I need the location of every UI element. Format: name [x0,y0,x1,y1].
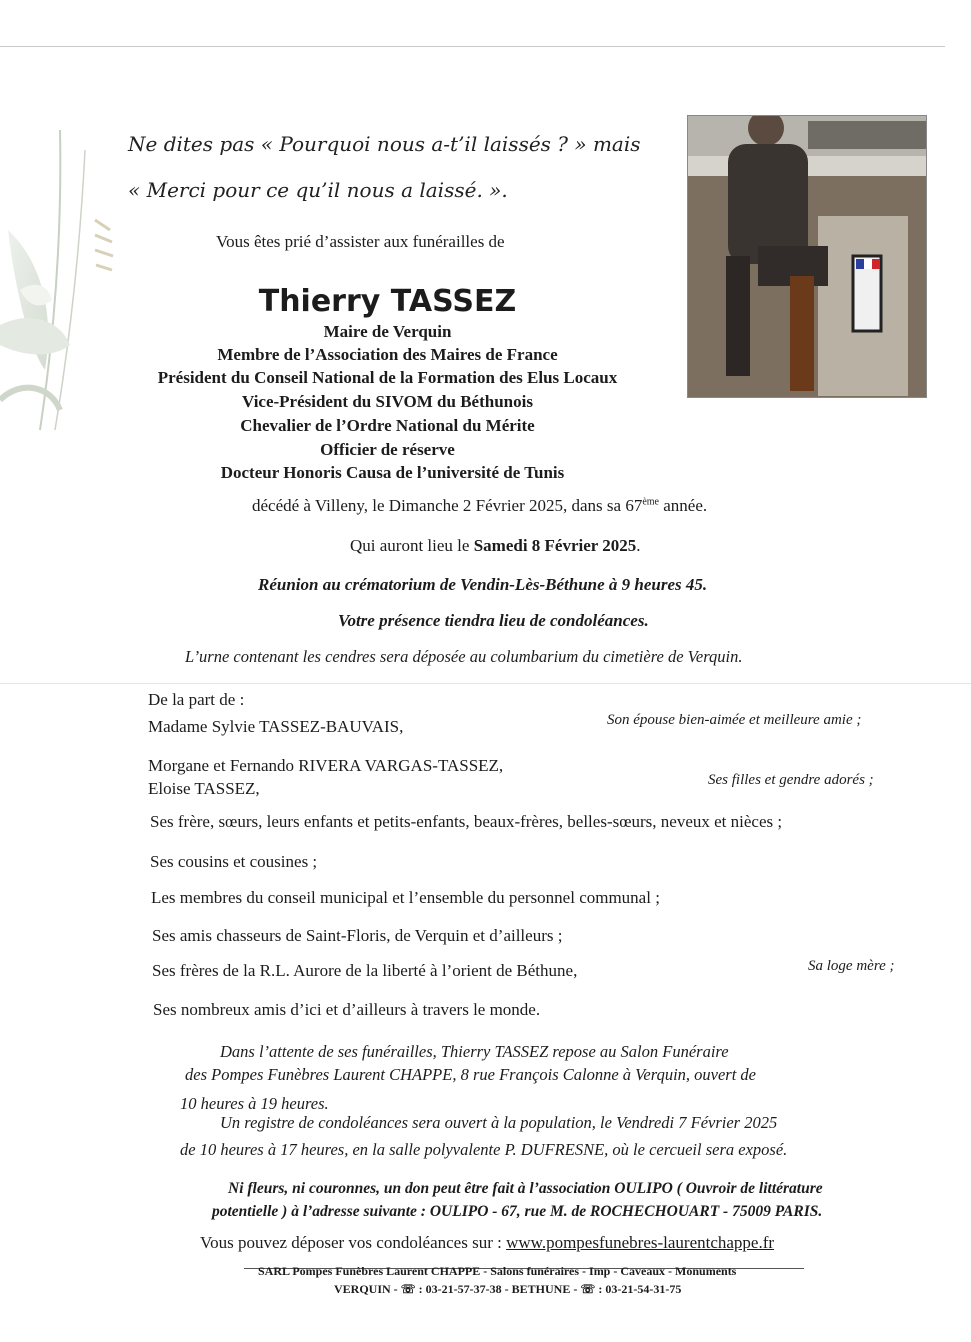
condolences-prefix: Vous pouvez déposer vos condoléances sur : [200,1233,507,1252]
family-relation-8: Sa loge mère ; [808,958,895,974]
family-relation-1: Son épouse bien-aimée et meilleure amie ; [607,712,862,728]
footer-line-1: SARL Pompes Funèbres Laurent CHAPPE - Salons funéraires - Imp - Caveaux - Monuments [258,1264,737,1278]
title-7: Docteur Honoris Causa de l’université de Tunis [220,463,565,482]
death-suffix: année. [658,496,708,515]
lily-ornament [0,110,130,440]
condolences-line [200,1233,774,1253]
flowers-line-1: Ni fleurs, ni couronnes, un don peut être fait à l’association OULIPO ( Ouvroir de littérature [228,1180,823,1197]
family-name-3: Eloise TASSEZ, [148,779,260,798]
footer-line-2: VERQUIN - ☏ : 03-21-57-37-38 - BETHUNE - ☏ : 03-21-54-31-75 [334,1282,682,1296]
title-1: Maire de Verquin [323,322,452,341]
family-name-2: Morgane et Fernando RIVERA VARGAS-TASSEZ, [148,756,504,775]
notice-line-5: de 10 heures à 17 heures, en la salle polyvalente P. DUFRESNE, où le cercueil sera exposé. [180,1140,788,1159]
notice-line-4: Un registre de condoléances sera ouvert à la population, le Vendredi 7 Février 2025 [220,1113,778,1132]
title-4: Vice-Président du SIVOM du Béthunois [242,392,533,411]
top-divider [0,46,945,47]
from-label: De la part de : [148,690,245,709]
quote-line-2: « Merci pour ce qu’il nous a laissé. ». [128,178,508,202]
family-name-7: Ses amis chasseurs de Saint-Floris, de Verquin et d’ailleurs ; [152,926,563,945]
ceremony-prefix: Qui auront lieu le [350,536,474,555]
family-name-9: Ses nombreux amis d’ici et d’ailleurs à travers le monde. [153,1000,541,1019]
death-text: décédé à Villeny, le Dimanche 2 Février 2025, dans sa 67 [252,496,643,515]
death-superscript: ème [642,496,659,508]
reunion-line: Réunion au crématorium de Vendin-Lès-Béthune à 9 heures 45. [258,575,708,594]
title-6: Officier de réserve [320,440,455,459]
condolences-link[interactable]: www.pompesfunebres-laurentchappe.fr [506,1233,775,1252]
flowers-line-2: potentielle ) à l’adresse suivante : OULIPO - 67, rue M. de ROCHECHOUART - 75009 PARIS. [212,1203,823,1220]
family-name-4: Ses frère, sœurs, leurs enfants et petits-enfants, beaux-frères, belles-sœurs, neveux et nièces ; [150,812,783,831]
ceremony-suffix: . [636,536,641,555]
family-name-1: Madame Sylvie TASSEZ-BAUVAIS, [148,717,404,736]
notice-line-2: des Pompes Funèbres Laurent CHAPPE, 8 rue François Calonne à Verquin, ouvert de [185,1065,756,1084]
family-name-6: Les membres du conseil municipal et l’ensemble du personnel communal ; [151,888,660,907]
family-name-5: Ses cousins et cousines ; [150,852,318,871]
ceremony-date: Samedi 8 Février 2025 [473,536,637,555]
urn-line: L’urne contenant les cendres sera déposée au columbarium du cimetière de Verquin. [185,647,743,666]
quote-line-1: Ne dites pas « Pourquoi nous a-t’il laissés ? » mais [128,132,641,156]
ceremony-line [350,536,641,556]
family-relation-3: Ses filles et gendre adorés ; [708,772,874,788]
death-notice [252,496,707,516]
presence-line: Votre présence tiendra lieu de condoléances. [338,611,649,630]
deceased-name: Thierry TASSEZ [258,284,517,319]
title-3: Président du Conseil National de la Formation des Elus Locaux [157,368,618,387]
family-name-8: Ses frères de la R.L. Aurore de la liberté à l’orient de Béthune, [152,961,578,980]
notice-line-1: Dans l’attente de ses funérailles, Thierry TASSEZ repose au Salon Funéraire [220,1042,729,1061]
invitation-text: Vous êtes prié d’assister aux funérailles de [216,232,505,251]
title-2: Membre de l’Association des Maires de France [217,345,558,364]
title-5: Chevalier de l’Ordre National du Mérite [240,416,535,435]
fold-line [0,683,971,684]
notice-line-3: 10 heures à 19 heures. [180,1094,329,1113]
